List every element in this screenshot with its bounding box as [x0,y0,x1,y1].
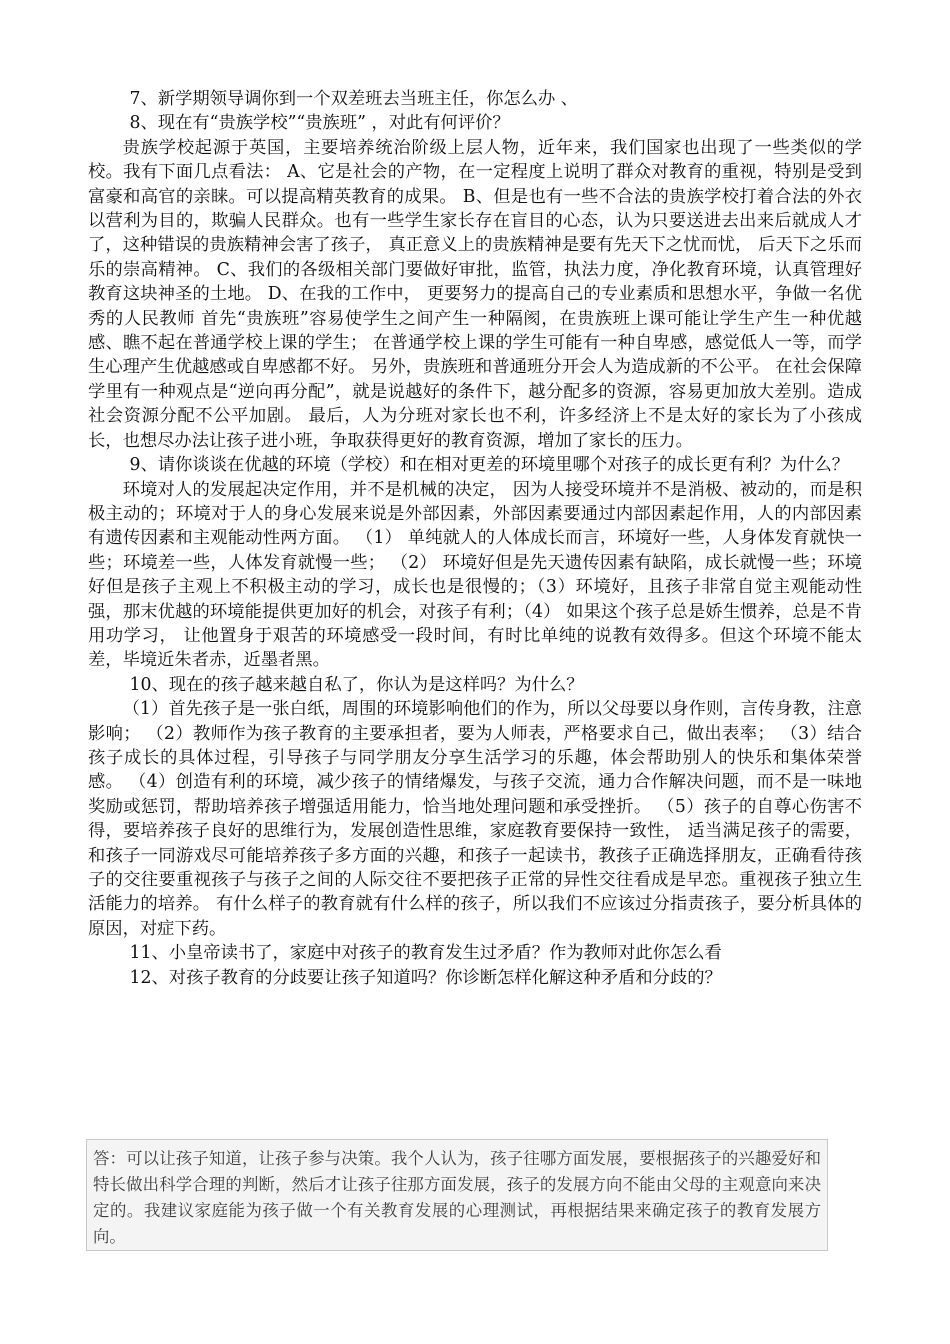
question-12: 12、对孩子教育的分歧要让孩子知道吗？你诊断怎样化解这种矛盾和分歧的？ [129,967,722,988]
answer-12-box [86,1139,828,1251]
question-7: 7、新学期领导调你到一个双差班去当班主任，你怎么办 、 [129,89,579,109]
question-8: 8、现在有“贵族学校”“贵族班” ，对此有何评价？ [129,113,510,134]
document-body [88,87,862,990]
answer-8: 贵族学校起源于英国，主要培养统治阶级上层人物，近年来，我们国家也出现了一些类似的学校。我有下面几点看法： A、它是社会的产物，在一定程度上说明了群众对教育的重视，特别是受到富豪和高官的亲睐。可以提高精英教育的成果。 B、但是也有一些不合法的贵族学校打着合法的外衣以营利为目的，欺骗人民群众。也有一些学生家长存在盲目的心态，认为只要送进去出来后就成人才了，这种错误的贵族精神会害了孩子， 真正意义上的贵族精神是要有先天下之忧而忧， 后天下之乐而乐的崇高精神。 C、我们的各级相关部门要做好审批，监管，执法力度，净化教育环境，认真管理好教育这块神圣的土地。 D、在我的工作中， 更要努力的提高自己的专业素质和思想水平，争做一名优秀的人民教师 首先“贵族班”容易使学生之间产生一种隔阂，在贵族班上课可能让学生产生一种优越感、瞧不起在普通学校上课的学生； 在普通学校上课的学生可能有一种自卑感，感觉低人一等，而学生心理产生优越感或自卑感都不好。 另外，贵族班和普通班分开会人为造成新的不公平。 在社会保障学里有一种观点是“逆向再分配”，就是说越好的条件下，越分配多的资源，容易更加放大差别。造成社会资源分配不公平加剧。 最后，人为分班对家长也不利，许多经济上不是太好的家长为了小孩成长，也想尽办法让孩子进小班，争取获得更好的教育资源，增加了家长的压力。 [88,137,862,451]
answer-10: （1）首先孩子是一张白纸，周围的环境影响他们的作为，所以父母要以身作则，言传身教，注意影响； （2）教师作为孩子教育的主要承担者，要为人师表，严格要求自己，做出表率； （3）结合孩子成长的具体过程，引导孩子与同学朋友分享生活学习的乐趣，体会帮助别人的快乐和集体荣誉感。 （4）创造有利的环境，减少孩子的情绪爆发，与孩子交流，通力合作解决问题，而不是一味地奖励或惩罚，帮助培养孩子增强适用能力，恰当地处理问题和承受挫折。 （5）孩子的自尊心伤害不得，要培养孩子良好的思维行为，发展创造性思维，家庭教育要保持一致性， 适当满足孩子的需要，和孩子一同游戏尽可能培养孩子多方面的兴趣，和孩子一起读书，教孩子正确选择朋友，正确看待孩子的交往要重视孩子与孩子之间的人际交往不要把孩子正常的异性交往看成是早恋。重视孩子独立生活能力的培养。 有什么样子的教育就有什么样的孩子，所以我们不应该过分指责孩子，要分析具体的原因，对症下药。 [88,699,862,939]
question-10: 10、现在的孩子越来越自私了，你认为是这样吗？为什么？ [129,674,584,695]
question-9: 9、请你谈谈在优越的环境（学校）和在相对更差的环境里哪个对孩子的成长更有利？为什么？ [129,455,850,476]
answer-12-text: 答：可以让孩子知道，让孩子参与决策。我个人认为，孩子往哪方面发展，要根据孩子的兴趣爱好和特长做出科学合理的判断，然后才让孩子往那方面发展，孩子的发展方向不能由父母的主观意向来决定的。我建议家庭能为孩子做一个有关教育发展的心理测试，再根据结果来确定孩子的教育发展方向。 [93,1149,821,1246]
answer-9: 环境对人的发展起决定作用，并不是机械的决定， 因为人接受环境并不是消极、被动的，而是积极主动的；环境对于人的身心发展来说是外部因素，外部因素要通过内部因素起作用，人的内部因素有遗传因素和主观能动性两方面。 （1） 单纯就人的人体成长而言，环境好一些，人身体发育就快一些；环境差一些，人体发育就慢一些； （2） 环境好但是先天遗传因素有缺陷，成长就慢一些；环境好但是孩子主观上不积极主动的学习，成长也是很慢的；（3）环境好，且孩子非常自觉主观能动性强，那末优越的环境能提供更加好的机会，对孩子有利；（4） 如果这个孩子总是娇生惯养，总是不肯用功学习， 让他置身于艰苦的环境感受一段时间，有时比单纯的说教有效得多。但这个环境不能太差，毕境近朱者赤，近墨者黑。 [88,479,862,671]
question-11: 11、小皇帝读书了，家庭中对孩子的教育发生过矛盾？作为教师对此你怎么看 [129,943,722,964]
